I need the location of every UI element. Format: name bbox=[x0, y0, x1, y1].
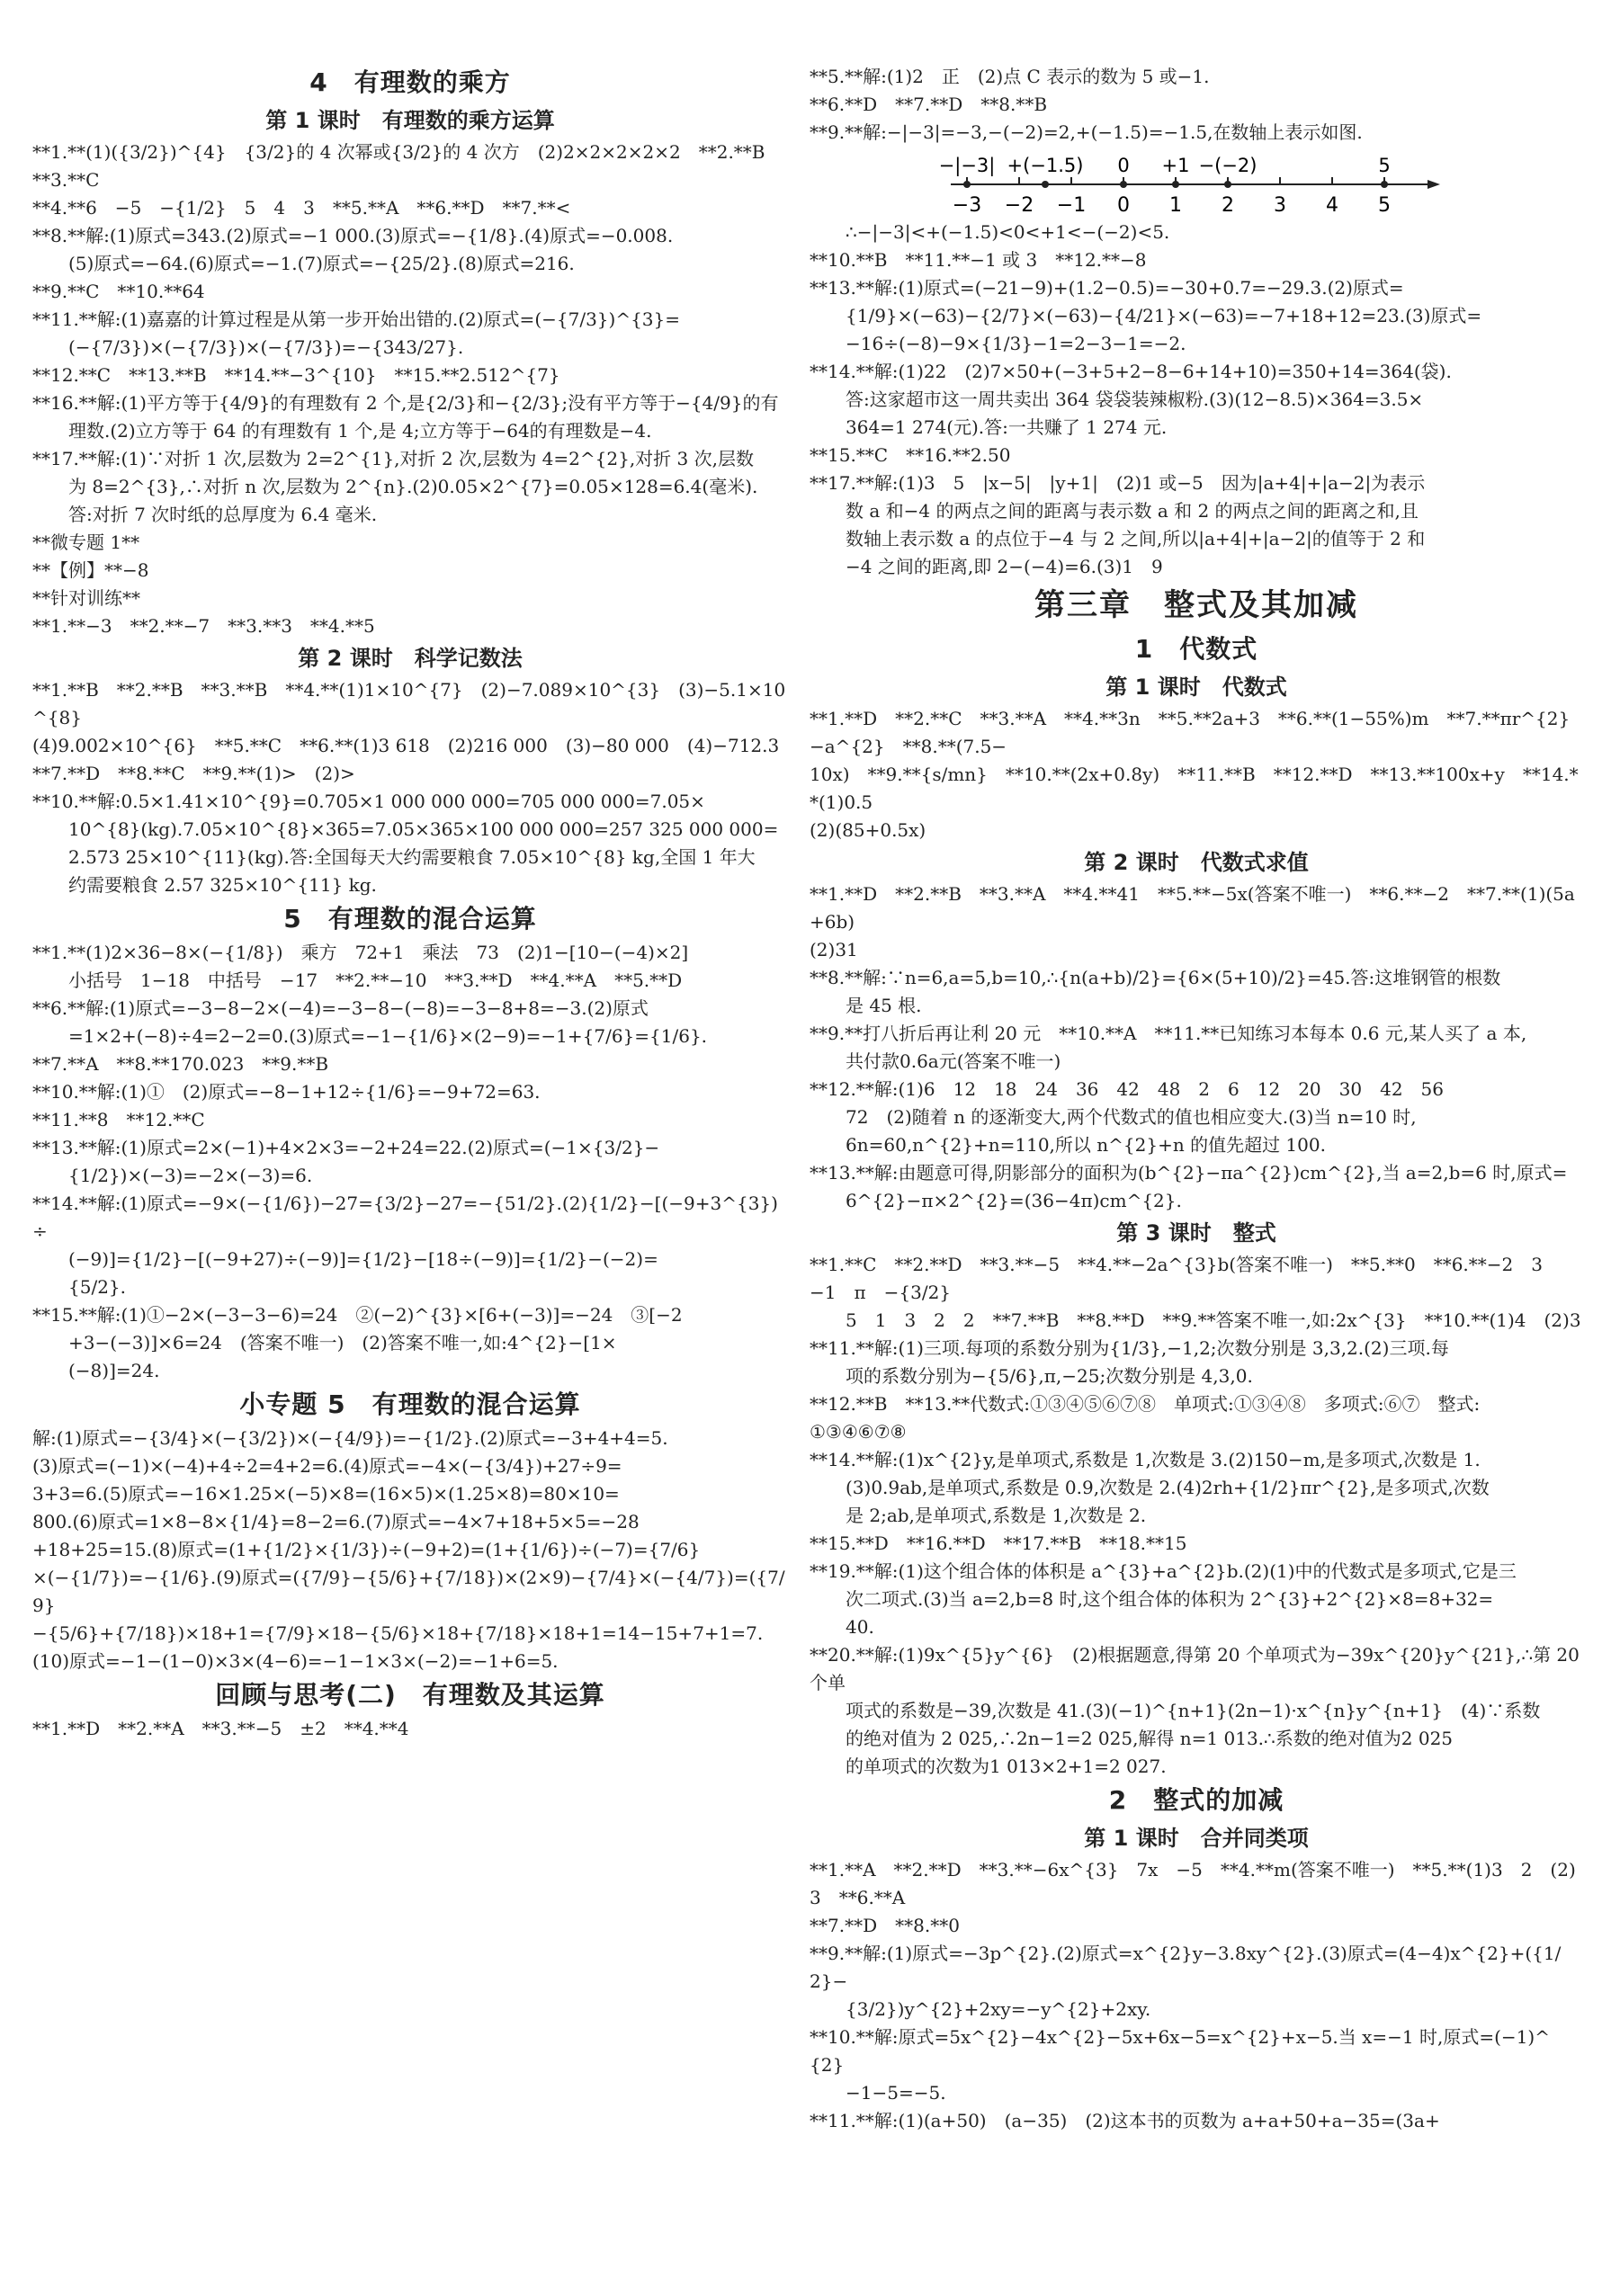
tick-label: 0 bbox=[1117, 194, 1130, 217]
answer-line: **15.**解:(1)①−2×(−3−3−6)=24 ②(−2)^{3}×[6+(−3)]=−24 ③[−2 bbox=[32, 1304, 683, 1326]
answer-line: **1.**D **2.**A **3.**−5 ±2 **4.**4 bbox=[32, 1718, 409, 1739]
answer-line: 的绝对值为 2 025,∴2n−1=2 025,解得 n=1 013.∴系数的绝对值为2 025 bbox=[846, 1728, 1454, 1749]
answer-line: **1.**(1)2×36−8×(−{1/8}) 乘方 72+1 乘法 73 (2)1−[10−(−4)×2] bbox=[32, 942, 689, 963]
answer-line: 次二项式.(3)当 a=2,b=8 时,这个组合体的体积为 2^{3}+2^{2}×8=8+32= bbox=[846, 1588, 1494, 1610]
section-title: 回顾与思考(二) 有理数及其运算 bbox=[215, 1680, 605, 1710]
answer-line: **4.**6 −5 −{1/2} 5 4 3 **5.**A **6.**D **7.**< bbox=[32, 197, 571, 219]
section-title: 第 1 课时 代数式 bbox=[1105, 675, 1287, 700]
tick-label: 5 bbox=[1378, 194, 1391, 217]
section-title: 5 有理数的混合运算 bbox=[283, 904, 537, 934]
answer-line: {1/9}×(−63)−{2/7}×(−63)−{4/21}×(−63)=−7+18+12=23.(3)原式= bbox=[846, 305, 1482, 326]
answer-line: **12.**B **13.**代数式:①③④⑤⑥⑦⑧ 单项式:①③④⑧ 多项式:⑥⑦ 整式: bbox=[810, 1393, 1481, 1415]
section-title: 第三章 整式及其加减 bbox=[1034, 587, 1358, 623]
answer-line: 的单项式的次数为1 013×2+1=2 027. bbox=[846, 1756, 1167, 1777]
answer-line: +18+25=15.(8)原式=(1+{1/2}×{1/3})÷(−9+2)=(1+{1/6})÷(−7)={7/6} bbox=[32, 1539, 701, 1560]
section-title: 第 1 课时 有理数的乘方运算 bbox=[265, 108, 555, 133]
number-line bbox=[810, 147, 1556, 219]
answer-line: **1.**A **2.**D **3.**−6x^{3} 7x −5 **4.**m(答案不唯一) **5.**(1)3 2 (2)3 **6.**A bbox=[810, 1859, 1576, 1908]
answer-line: **13.**解:(1)原式=2×(−1)+4×2×3=−2+24=22.(2)原式=(−1×{3/2}− bbox=[32, 1137, 660, 1158]
answer-line: **10.**解:原式=5x^{2}−4x^{2}−5x+6x−5=x^{2}+x−5.当 x=−1 时,原式=(−1)^{2} bbox=[810, 2026, 1550, 2076]
answer-line: **1.**−3 **2.**−7 **3.**3 **4.**5 bbox=[32, 615, 375, 637]
answer-line: {3/2})y^{2}+2xy=−y^{2}+2xy. bbox=[846, 1998, 1151, 2020]
answer-line: {1/2})×(−3)=−2×(−3)=6. bbox=[68, 1165, 313, 1186]
answer-line: **7.**A **8.**170.023 **9.**B bbox=[32, 1053, 329, 1075]
answer-line: **17.**解:(1)∵对折 1 次,层数为 2=2^{1},对折 2 次,层数为 4=2^{2},对折 3 次,层数 bbox=[32, 448, 754, 469]
number-point bbox=[1120, 181, 1127, 188]
section-title: 小专题 5 有理数的混合运算 bbox=[239, 1389, 581, 1419]
answer-line: ∴−|−3|<+(−1.5)<0<+1<−(−2)<5. bbox=[846, 221, 1170, 243]
number-point bbox=[963, 181, 971, 188]
point-label: −(−2) bbox=[1198, 155, 1258, 176]
answer-line: **7.**D **8.**0 bbox=[810, 1915, 960, 1936]
answer-line: (4)9.002×10^{6} **5.**C **6.**(1)3 618 (2)216 000 (3)−80 000 (4)−712.3 bbox=[32, 735, 780, 756]
section-title: 第 2 课时 代数式求值 bbox=[1084, 850, 1309, 875]
left-column bbox=[32, 63, 788, 1743]
number-point bbox=[1042, 181, 1049, 188]
right-top-answers bbox=[810, 63, 1583, 147]
answer-line: **13.**解:(1)原式=(−21−9)+(1.2−0.5)=−30+0.7=−29.3.(2)原式= bbox=[810, 277, 1404, 299]
answer-line: **19.**解:(1)这个组合体的体积是 a^{3}+a^{2}b.(2)(1)中的代数式是多项式,它是三 bbox=[810, 1560, 1517, 1582]
answer-line: ×(−{1/7})=−{1/6}.(9)原式=({7/9}−{5/6}+{7/18})×(2×9)−{7/4}×(−{4/7})=({7/9} bbox=[32, 1567, 785, 1616]
answer-line: **1.**(1)({3/2})^{4} {3/2}的 4 次幂或{3/2}的 4 次方 (2)2×2×2×2×2 **2.**B **3.**C bbox=[32, 141, 783, 191]
answer-line: **15.**D **16.**D **17.**B **18.**15 bbox=[810, 1532, 1187, 1554]
answer-line: 6n=60,n^{2}+n=110,所以 n^{2}+n 的值先超过 100. bbox=[846, 1134, 1326, 1156]
section-title: 第 1 课时 合并同类项 bbox=[1084, 1826, 1309, 1851]
answer-line: **7.**D **8.**C **9.**(1)> (2)> bbox=[32, 763, 355, 784]
answer-line: **1.**B **2.**B **3.**B **4.**(1)1×10^{7} (2)−7.089×10^{3} (3)−5.1×10^{8} bbox=[32, 679, 786, 728]
answer-line: −4 之间的距离,即 2−(−4)=6.(3)1 9 bbox=[846, 556, 1163, 577]
answer-line: **11.**8 **12.**C bbox=[32, 1109, 205, 1130]
right-column bbox=[810, 63, 1583, 2135]
answer-line: **针对训练** bbox=[32, 587, 140, 609]
answer-line: 3+3=6.(5)原式=−16×1.25×(−5)×8=(16×5)×(1.25×8)=80×10= bbox=[32, 1483, 620, 1505]
number-point bbox=[1172, 181, 1179, 188]
answer-line: ①③④⑥⑦⑧ bbox=[810, 1421, 907, 1443]
number-point bbox=[1224, 181, 1231, 188]
answer-line: 40. bbox=[846, 1616, 874, 1638]
section-title: 2 整式的加减 bbox=[1108, 1785, 1284, 1815]
answer-line: **【例】**−8 bbox=[32, 559, 149, 581]
section-title: 第 3 课时 整式 bbox=[1116, 1220, 1276, 1246]
answer-line: **8.**解:∵n=6,a=5,b=10,∴{n(a+b)/2}={6×(5+10)/2}=45.答:这堆钢管的根数 bbox=[810, 967, 1501, 988]
answer-line: **15.**C **16.**2.50 bbox=[810, 444, 1011, 466]
answer-line: **1.**D **2.**B **3.**A **4.**41 **5.**−5x(答案不唯一) **6.**−2 **7.**(1)(5a+6b) bbox=[810, 883, 1575, 933]
answer-line: **12.**解:(1)6 12 18 24 36 42 48 2 6 12 20 30 42 56 bbox=[810, 1078, 1444, 1100]
answer-line: 答:对折 7 次时纸的总厚度为 6.4 毫米. bbox=[68, 504, 378, 525]
answer-line: 答:这家超市这一周共卖出 364 袋袋装辣椒粉.(3)(12−8.5)×364=3.5× bbox=[846, 389, 1424, 410]
number-line-figure bbox=[810, 147, 1583, 219]
answer-line: **6.**解:(1)原式=−3−8−2×(−4)=−3−8−(−8)=−3−8+8=−3.(2)原式 bbox=[32, 997, 649, 1019]
answer-line: **5.**解:(1)2 正 (2)点 C 表示的数为 5 或−1. bbox=[810, 66, 1210, 87]
answer-line: **9.**C **10.**64 bbox=[32, 281, 205, 302]
answer-line: **微专题 1** bbox=[32, 532, 140, 553]
point-label: −|−3| bbox=[938, 155, 996, 176]
answer-line: **14.**解:(1)原式=−9×(−{1/6})−27={3/2}−27=−{51/2}.(2){1/2}−[(−9+3^{3})÷ bbox=[32, 1193, 778, 1242]
answer-line: **10.**解:(1)① (2)原式=−8−1+12÷{1/6}=−9+72=63. bbox=[32, 1081, 541, 1103]
answer-line: (−8)]=24. bbox=[68, 1360, 160, 1381]
answer-line: **11.**解:(1)(a+50) (a−35) (2)这本书的页数为 a+a+50+a−35=(3a+ bbox=[810, 2110, 1440, 2131]
answer-line: **9.**解:−|−3|=−3,−(−2)=2,+(−1.5)=−1.5,在数轴上表示如图. bbox=[810, 121, 1363, 143]
answer-line: 6^{2}−π×2^{2}=(36−4π)cm^{2}. bbox=[846, 1190, 1182, 1211]
answer-line: **20.**解:(1)9x^{5}y^{6} (2)根据题意,得第 20 个单项式为−39x^{20}y^{21},∴第 20 个单 bbox=[810, 1644, 1580, 1693]
answer-line: 数 a 和−4 的两点之间的距离与表示数 a 和 2 的两点之间的距离之和,且 bbox=[846, 500, 1419, 522]
answer-line: 解:(1)原式=−{3/4}×(−{3/2})×(−{4/9})=−{1/2}.(2)原式=−3+4+4=5. bbox=[32, 1427, 668, 1449]
answer-line: 2.573 25×10^{11}(kg).答:全国每天大约需要粮食 7.05×10^{8} kg,全国 1 年大 bbox=[68, 846, 756, 868]
answer-line: 10^{8}(kg).7.05×10^{8}×365=7.05×365×100 000 000=257 325 000 000= bbox=[68, 818, 779, 840]
answer-line: 是 2;ab,是单项式,系数是 1,次数是 2. bbox=[846, 1505, 1147, 1526]
right-answers bbox=[810, 219, 1583, 2135]
answer-line: **11.**解:(1)嘉嘉的计算过程是从第一步开始出错的.(2)原式=(−{7/3})^{3}= bbox=[32, 308, 681, 330]
answer-line: **10.**解:0.5×1.41×10^{9}=0.705×1 000 000 000=705 000 000=7.05× bbox=[32, 791, 705, 812]
answer-line: **17.**解:(1)3 5 |x−5| |y+1| (2)1 或−5 因为|a+4|+|a−2|为表示 bbox=[810, 472, 1426, 494]
section-title: 4 有理数的乘方 bbox=[309, 67, 511, 97]
answer-line: (3)0.9ab,是单项式,系数是 0.9,次数是 2.(4)2rh+{1/2}πr^{2},是多项式,次数 bbox=[846, 1477, 1490, 1498]
answer-line: 为 8=2^{3},∴对折 n 次,层数为 2^{n}.(2)0.05×2^{7}=0.05×128=6.4(毫米). bbox=[68, 476, 758, 497]
answer-line: 约需要粮食 2.57 325×10^{11} kg. bbox=[68, 874, 377, 896]
answer-line: **11.**解:(1)三项.每项的系数分别为{1/3},−1,2;次数分别是 3,3,2.(2)三项.每 bbox=[810, 1337, 1449, 1359]
answer-line: **16.**解:(1)平方等于{4/9}的有理数有 2 个,是{2/3}和−{2/3};没有平方等于−{4/9}的有 bbox=[32, 392, 779, 414]
tick-label: 4 bbox=[1326, 194, 1338, 217]
section-title: 1 代数式 bbox=[1134, 634, 1258, 664]
answer-line: (2)31 bbox=[810, 939, 858, 960]
answer-line: 理数.(2)立方等于 64 的有理数有 1 个,是 4;立方等于−64的有理数是−4. bbox=[68, 420, 652, 442]
answer-line: **6.**D **7.**D **8.**B bbox=[810, 94, 1048, 115]
answer-line: 项式的系数是−39,次数是 41.(3)(−1)^{n+1}(2n−1)·x^{n}y^{n+1} (4)∵系数 bbox=[846, 1700, 1541, 1721]
tick-label: −2 bbox=[1004, 194, 1034, 217]
answer-line: {5/2}. bbox=[68, 1276, 126, 1298]
answer-line: −1−5=−5. bbox=[846, 2082, 946, 2104]
answer-line: **9.**打八折后再让利 20 元 **10.**A **11.**已知练习本每本 0.6 元,某人买了 a 本, bbox=[810, 1023, 1527, 1044]
point-label: 5 bbox=[1378, 155, 1391, 176]
answer-line: **1.**D **2.**C **3.**A **4.**3n **5.**2a+3 **6.**(1−55%)m **7.**πr^{2}−a^{2} **8.**(7.5− bbox=[810, 708, 1571, 757]
tick-label: −3 bbox=[952, 194, 982, 217]
answer-line: (−{7/3})×(−{7/3})×(−{7/3})=−{343/27}. bbox=[68, 336, 464, 358]
answer-line: **14.**解:(1)x^{2}y,是单项式,系数是 1,次数是 3.(2)150−m,是多项式,次数是 1. bbox=[810, 1449, 1481, 1470]
answer-line: 72 (2)随着 n 的逐渐变大,两个代数式的值也相应变大.(3)当 n=10 时, bbox=[846, 1106, 1417, 1128]
answer-line: (−9)]={1/2}−[(−9+27)÷(−9)]={1/2}−[18÷(−9)]={1/2}−(−2)= bbox=[68, 1248, 658, 1270]
answer-line: 数轴上表示数 a 的点位于−4 与 2 之间,所以|a+4|+|a−2|的值等于 2 和 bbox=[846, 528, 1426, 549]
answer-line: **12.**C **13.**B **14.**−3^{10} **15.**2.512^{7} bbox=[32, 364, 560, 386]
axis-arrow-icon bbox=[1428, 180, 1440, 189]
answer-line: 10x) **9.**{s/mn} **10.**(2x+0.8y) **11.**B **12.**D **13.**100x+y **14.**(1)0.5 bbox=[810, 764, 1579, 813]
answer-line: (10)原式=−1−(1−0)×3×(4−6)=−1−1×3×(−2)=−1+6=5. bbox=[32, 1650, 559, 1672]
answer-line: 共付款0.6a元(答案不唯一) bbox=[846, 1050, 1061, 1072]
answer-line: 800.(6)原式=1×8−8×{1/4}=8−2=6.(7)原式=−4×7+18+5×5=−28 bbox=[32, 1511, 640, 1532]
number-point bbox=[1381, 181, 1388, 188]
answer-line: −{5/6}+{7/18})×18+1={7/9}×18−{5/6}×18+{7/18}×18+1=14−15+7+1=7. bbox=[32, 1622, 764, 1644]
answer-line: +3−(−3)]×6=24 (答案不唯一) (2)答案不唯一,如:4^{2}−[1× bbox=[68, 1332, 617, 1353]
answer-line: **8.**解:(1)原式=343.(2)原式=−1 000.(3)原式=−{1/8}.(4)原式=−0.008. bbox=[32, 225, 674, 246]
tick-label: 1 bbox=[1169, 194, 1182, 217]
tick-label: 2 bbox=[1222, 194, 1234, 217]
point-label: +1 bbox=[1161, 155, 1190, 176]
answer-line: 5 1 3 2 2 **7.**B **8.**D **9.**答案不唯一,如:2x^{3} **10.**(1)4 (2)3 bbox=[846, 1309, 1581, 1331]
point-label: 0 bbox=[1117, 155, 1130, 176]
answer-line: 小括号 1−18 中括号 −17 **2.**−10 **3.**D **4.**A **5.**D bbox=[68, 969, 683, 991]
tick-label: 3 bbox=[1274, 194, 1286, 217]
answer-line: **13.**解:由题意可得,阴影部分的面积为(b^{2}−πa^{2})cm^{2},当 a=2,b=6 时,原式= bbox=[810, 1162, 1568, 1184]
answer-line: (3)原式=(−1)×(−4)+4÷2=4+2=6.(4)原式=−4×(−{3/4})+27÷9= bbox=[32, 1455, 622, 1477]
answer-line: =1×2+(−8)÷4=2−2=0.(3)原式=−1−{1/6}×(2−9)=−1+{7/6}={1/6}. bbox=[68, 1025, 708, 1047]
answer-line: **10.**B **11.**−1 或 3 **12.**−8 bbox=[810, 249, 1147, 271]
answer-line: (5)原式=−64.(6)原式=−1.(7)原式=−{25/2}.(8)原式=216. bbox=[68, 253, 575, 274]
answer-line: **14.**解:(1)22 (2)7×50+(−3+5+2−8−6+14+10)=350+14=364(袋). bbox=[810, 361, 1452, 382]
answer-line: **9.**解:(1)原式=−3p^{2}.(2)原式=x^{2}y−3.8xy^{2}.(3)原式=(4−4)x^{2}+({1/2}− bbox=[810, 1943, 1562, 1992]
answer-line: 是 45 根. bbox=[846, 995, 922, 1016]
tick-label: −1 bbox=[1056, 194, 1087, 217]
section-title: 第 2 课时 科学记数法 bbox=[298, 646, 523, 671]
answer-line: **1.**C **2.**D **3.**−5 **4.**−2a^{3}b(答案不唯一) **5.**0 **6.**−2 3 −1 π −{3/2} bbox=[810, 1254, 1561, 1303]
answer-line: 364=1 274(元).答:一共赚了 1 274 元. bbox=[846, 416, 1168, 438]
answer-line: −16÷(−8)−9×{1/3}−1=2−3−1=−2. bbox=[846, 333, 1186, 354]
answer-line: 项的系数分别为−{5/6},π,−25;次数分别是 4,3,0. bbox=[846, 1365, 1253, 1387]
answer-line: (2)(85+0.5x) bbox=[810, 819, 926, 841]
point-label: +(−1.5) bbox=[1007, 155, 1084, 176]
